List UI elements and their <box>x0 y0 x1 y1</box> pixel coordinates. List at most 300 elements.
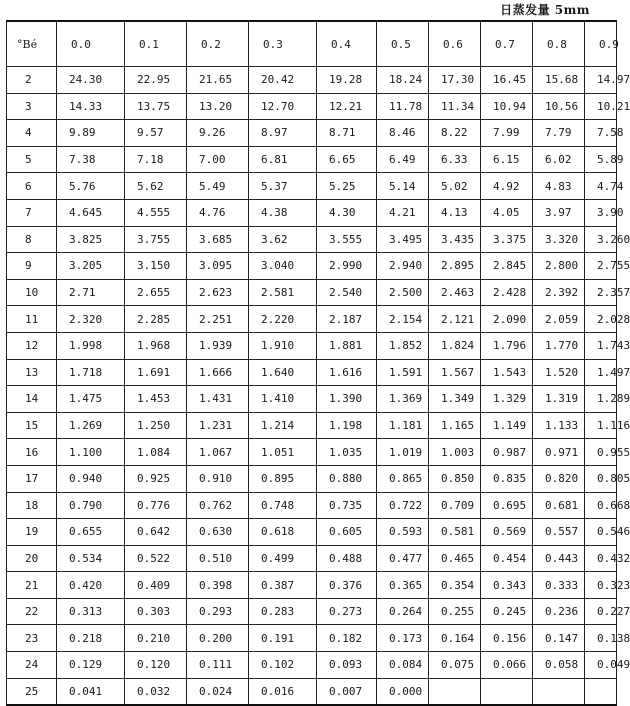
table-cell: 0.032 <box>125 678 187 705</box>
table-cell: 2.540 <box>317 279 377 306</box>
table-cell <box>481 678 533 705</box>
table-cell: 4.92 <box>481 173 533 200</box>
table-cell: 0.303 <box>125 598 187 625</box>
table-row <box>7 253 617 280</box>
table-row <box>7 465 617 492</box>
table-cell: 0.593 <box>377 519 429 546</box>
table-cell: 2.028 <box>585 306 617 333</box>
table-cell: 0.748 <box>249 492 317 519</box>
column-header: 0.0 <box>57 21 125 67</box>
table-cell: 1.640 <box>249 359 317 386</box>
table-cell: 2.251 <box>187 306 249 333</box>
row-header: 13 <box>7 359 57 386</box>
row-header: 20 <box>7 545 57 572</box>
table-row <box>7 545 617 572</box>
table-cell: 0.569 <box>481 519 533 546</box>
table-cell: 2.285 <box>125 306 187 333</box>
table-cell: 5.14 <box>377 173 429 200</box>
table-cell: 0.066 <box>481 652 533 679</box>
table-cell: 2.895 <box>429 253 481 280</box>
table-cell: 1.250 <box>125 412 187 439</box>
table-cell: 0.776 <box>125 492 187 519</box>
table-cell: 2.187 <box>317 306 377 333</box>
table-cell: 1.390 <box>317 386 377 413</box>
table-cell: 1.691 <box>125 359 187 386</box>
row-header: 11 <box>7 306 57 333</box>
row-header: 10 <box>7 279 57 306</box>
table-cell: 17.30 <box>429 67 481 94</box>
table-cell: 2.320 <box>57 306 125 333</box>
table-row <box>7 625 617 652</box>
corner-header: °Bé <box>7 21 57 67</box>
table-cell: 3.755 <box>125 226 187 253</box>
table-cell: 0.200 <box>187 625 249 652</box>
table-cell: 0.955 <box>585 439 617 466</box>
table-cell: 0.668 <box>585 492 617 519</box>
table-cell: 4.555 <box>125 199 187 226</box>
table-cell: 1.051 <box>249 439 317 466</box>
table-cell: 0.499 <box>249 545 317 572</box>
table-cell: 12.21 <box>317 93 377 120</box>
table-cell: 0.365 <box>377 572 429 599</box>
table-cell: 3.260 <box>585 226 617 253</box>
column-header: 0.2 <box>187 21 249 67</box>
row-header: 19 <box>7 519 57 546</box>
table-cell: 0.630 <box>187 519 249 546</box>
table-cell: 5.49 <box>187 173 249 200</box>
table-cell: 0.642 <box>125 519 187 546</box>
table-cell: 0.488 <box>317 545 377 572</box>
table-cell: 8.97 <box>249 120 317 147</box>
table-row <box>7 199 617 226</box>
table-cell: 0.323 <box>585 572 617 599</box>
row-header: 7 <box>7 199 57 226</box>
table-cell: 0.075 <box>429 652 481 679</box>
table-cell: 0.387 <box>249 572 317 599</box>
table-cell: 1.019 <box>377 439 429 466</box>
table-cell: 2.357 <box>585 279 617 306</box>
table-cell: 0.354 <box>429 572 481 599</box>
table-cell: 9.57 <box>125 120 187 147</box>
table-row <box>7 386 617 413</box>
row-header: 8 <box>7 226 57 253</box>
table-cell: 0.987 <box>481 439 533 466</box>
table-cell: 0.182 <box>317 625 377 652</box>
table-cell: 0.129 <box>57 652 125 679</box>
table-cell: 1.616 <box>317 359 377 386</box>
table-cell: 1.084 <box>125 439 187 466</box>
table-cell: 5.62 <box>125 173 187 200</box>
table-cell: 0.227 <box>585 598 617 625</box>
table-cell: 0.313 <box>57 598 125 625</box>
table-cell: 3.97 <box>533 199 585 226</box>
table-cell: 5.25 <box>317 173 377 200</box>
table-cell: 15.68 <box>533 67 585 94</box>
column-header: 0.5 <box>377 21 429 67</box>
table-cell: 6.33 <box>429 146 481 173</box>
table-cell: 3.320 <box>533 226 585 253</box>
table-cell: 2.800 <box>533 253 585 280</box>
table-cell: 6.81 <box>249 146 317 173</box>
table-cell: 1.067 <box>187 439 249 466</box>
table-cell: 3.62 <box>249 226 317 253</box>
table-cell: 10.21 <box>585 93 617 120</box>
table-cell: 0.191 <box>249 625 317 652</box>
table-cell: 6.49 <box>377 146 429 173</box>
table-cell: 1.165 <box>429 412 481 439</box>
table-cell: 5.89 <box>585 146 617 173</box>
table-cell: 4.05 <box>481 199 533 226</box>
table-cell: 1.497 <box>585 359 617 386</box>
table-row <box>7 67 617 94</box>
table-cell: 1.410 <box>249 386 317 413</box>
table-row <box>7 93 617 120</box>
table-cell: 0.084 <box>377 652 429 679</box>
table-cell: 1.319 <box>533 386 585 413</box>
table-cell: 11.34 <box>429 93 481 120</box>
table-cell: 8.46 <box>377 120 429 147</box>
table-cell: 1.591 <box>377 359 429 386</box>
table-cell: 0.557 <box>533 519 585 546</box>
table-cell: 6.15 <box>481 146 533 173</box>
table-cell: 0.522 <box>125 545 187 572</box>
table-cell: 0.762 <box>187 492 249 519</box>
table-cell: 0.865 <box>377 465 429 492</box>
table-cell: 13.20 <box>187 93 249 120</box>
table-cell: 0.210 <box>125 625 187 652</box>
table-cell: 1.743 <box>585 332 617 359</box>
table-row <box>7 598 617 625</box>
table-cell: 11.78 <box>377 93 429 120</box>
table-cell: 0.409 <box>125 572 187 599</box>
table-cell: 0.376 <box>317 572 377 599</box>
row-header: 5 <box>7 146 57 173</box>
table-cell: 0.432 <box>585 545 617 572</box>
table-cell: 4.21 <box>377 199 429 226</box>
table-cell: 4.74 <box>585 173 617 200</box>
row-header: 16 <box>7 439 57 466</box>
table-cell: 0.111 <box>187 652 249 679</box>
table-cell: 1.567 <box>429 359 481 386</box>
table-cell: 1.133 <box>533 412 585 439</box>
table-cell: 0.218 <box>57 625 125 652</box>
table-cell: 0.534 <box>57 545 125 572</box>
row-header: 9 <box>7 253 57 280</box>
table-cell: 2.059 <box>533 306 585 333</box>
table-cell: 7.79 <box>533 120 585 147</box>
table-cell: 0.605 <box>317 519 377 546</box>
column-header: 0.9 <box>585 21 617 67</box>
table-cell: 0.477 <box>377 545 429 572</box>
table-cell: 0.000 <box>377 678 429 705</box>
table-cell: 0.147 <box>533 625 585 652</box>
table-cell: 1.231 <box>187 412 249 439</box>
table-cell: 5.37 <box>249 173 317 200</box>
table-cell: 0.925 <box>125 465 187 492</box>
table-row <box>7 120 617 147</box>
table-cell: 1.100 <box>57 439 125 466</box>
row-header: 17 <box>7 465 57 492</box>
table-cell: 1.149 <box>481 412 533 439</box>
table-cell: 0.333 <box>533 572 585 599</box>
table-cell: 0.343 <box>481 572 533 599</box>
row-header: 3 <box>7 93 57 120</box>
table-cell: 7.38 <box>57 146 125 173</box>
table-cell: 0.454 <box>481 545 533 572</box>
table-cell: 20.42 <box>249 67 317 94</box>
table-cell: 0.156 <box>481 625 533 652</box>
table-cell: 2.655 <box>125 279 187 306</box>
table-cell: 3.150 <box>125 253 187 280</box>
table-cell: 0.850 <box>429 465 481 492</box>
row-header: 4 <box>7 120 57 147</box>
table-cell: 0.618 <box>249 519 317 546</box>
row-header: 14 <box>7 386 57 413</box>
table-cell: 1.770 <box>533 332 585 359</box>
table-cell: 1.824 <box>429 332 481 359</box>
table-cell: 22.95 <box>125 67 187 94</box>
row-header: 21 <box>7 572 57 599</box>
table-cell: 2.940 <box>377 253 429 280</box>
table-cell: 4.83 <box>533 173 585 200</box>
table-row <box>7 226 617 253</box>
table-cell: 1.852 <box>377 332 429 359</box>
table-cell: 0.164 <box>429 625 481 652</box>
column-header: 0.1 <box>125 21 187 67</box>
table-cell: 1.543 <box>481 359 533 386</box>
table-cell: 7.18 <box>125 146 187 173</box>
table-cell: 0.805 <box>585 465 617 492</box>
table-cell: 12.70 <box>249 93 317 120</box>
table-cell: 1.289 <box>585 386 617 413</box>
table-cell: 0.709 <box>429 492 481 519</box>
table-cell: 1.968 <box>125 332 187 359</box>
column-header: 0.7 <box>481 21 533 67</box>
table-cell: 24.30 <box>57 67 125 94</box>
table-cell: 0.283 <box>249 598 317 625</box>
table-cell: 0.971 <box>533 439 585 466</box>
table-cell: 9.26 <box>187 120 249 147</box>
column-header: 0.8 <box>533 21 585 67</box>
table-cell: 8.22 <box>429 120 481 147</box>
row-header: 12 <box>7 332 57 359</box>
table-cell: 1.998 <box>57 332 125 359</box>
table-cell: 4.38 <box>249 199 317 226</box>
table-cell: 2.755 <box>585 253 617 280</box>
row-header: 2 <box>7 67 57 94</box>
table-cell: 0.681 <box>533 492 585 519</box>
table-cell: 0.264 <box>377 598 429 625</box>
table-cell: 0.820 <box>533 465 585 492</box>
table-cell: 0.790 <box>57 492 125 519</box>
table-cell: 2.428 <box>481 279 533 306</box>
table-cell: 13.75 <box>125 93 187 120</box>
table-cell: 0.102 <box>249 652 317 679</box>
table-cell: 0.735 <box>317 492 377 519</box>
table-cell: 1.369 <box>377 386 429 413</box>
table-cell: 3.90 <box>585 199 617 226</box>
table-cell: 7.00 <box>187 146 249 173</box>
table-cell: 4.13 <box>429 199 481 226</box>
table-cell: 21.65 <box>187 67 249 94</box>
table-cell: 0.093 <box>317 652 377 679</box>
table-cell: 1.520 <box>533 359 585 386</box>
table-cell: 2.990 <box>317 253 377 280</box>
table-row <box>7 412 617 439</box>
table-cell: 14.33 <box>57 93 125 120</box>
table-cell: 1.881 <box>317 332 377 359</box>
table-cell: 2.500 <box>377 279 429 306</box>
table-cell: 1.453 <box>125 386 187 413</box>
table-cell: 3.825 <box>57 226 125 253</box>
table-row <box>7 492 617 519</box>
table-cell: 1.035 <box>317 439 377 466</box>
table-cell: 2.220 <box>249 306 317 333</box>
table-cell: 2.121 <box>429 306 481 333</box>
table-cell: 1.198 <box>317 412 377 439</box>
table-cell: 1.269 <box>57 412 125 439</box>
column-header: 0.4 <box>317 21 377 67</box>
table-cell: 1.003 <box>429 439 481 466</box>
table-caption: 日蒸发量 5mm <box>500 3 590 17</box>
table-cell: 1.796 <box>481 332 533 359</box>
row-header: 15 <box>7 412 57 439</box>
table-cell: 1.475 <box>57 386 125 413</box>
row-header: 18 <box>7 492 57 519</box>
table-cell <box>429 678 481 705</box>
table-cell: 1.718 <box>57 359 125 386</box>
table-cell: 1.939 <box>187 332 249 359</box>
table-row <box>7 652 617 679</box>
table-cell: 2.392 <box>533 279 585 306</box>
table-cell <box>533 678 585 705</box>
table-row <box>7 572 617 599</box>
table-cell: 1.666 <box>187 359 249 386</box>
table-cell: 1.431 <box>187 386 249 413</box>
table-cell: 0.236 <box>533 598 585 625</box>
table-cell: 1.181 <box>377 412 429 439</box>
table-cell: 0.041 <box>57 678 125 705</box>
table-cell: 0.255 <box>429 598 481 625</box>
table-cell: 0.655 <box>57 519 125 546</box>
table-cell: 0.058 <box>533 652 585 679</box>
table-cell: 0.695 <box>481 492 533 519</box>
table-cell: 3.495 <box>377 226 429 253</box>
column-header: 0.6 <box>429 21 481 67</box>
table-cell: 0.024 <box>187 678 249 705</box>
table-cell: 5.02 <box>429 173 481 200</box>
table-cell: 2.623 <box>187 279 249 306</box>
table-cell: 2.71 <box>57 279 125 306</box>
table-cell: 0.940 <box>57 465 125 492</box>
table-cell: 0.443 <box>533 545 585 572</box>
table-row <box>7 359 617 386</box>
table-cell: 0.880 <box>317 465 377 492</box>
table-cell: 3.375 <box>481 226 533 253</box>
table-body <box>7 67 630 706</box>
table-cell: 2.463 <box>429 279 481 306</box>
table-cell <box>585 678 617 705</box>
table-row <box>7 439 617 466</box>
table-cell: 0.722 <box>377 492 429 519</box>
table-cell: 3.435 <box>429 226 481 253</box>
header-row <box>7 21 617 67</box>
table-cell: 6.65 <box>317 146 377 173</box>
table-row <box>7 146 617 173</box>
table-cell: 4.30 <box>317 199 377 226</box>
row-header: 6 <box>7 173 57 200</box>
table-row <box>7 519 617 546</box>
row-header: 22 <box>7 598 57 625</box>
table-cell: 2.581 <box>249 279 317 306</box>
table-cell: 3.095 <box>187 253 249 280</box>
table-cell: 1.910 <box>249 332 317 359</box>
table-cell: 19.28 <box>317 67 377 94</box>
table-cell: 14.97 <box>585 67 617 94</box>
table-cell: 0.173 <box>377 625 429 652</box>
column-header: 0.3 <box>249 21 317 67</box>
table-cell: 1.116 <box>585 412 617 439</box>
table-cell: 0.049 <box>585 652 617 679</box>
table-cell: 1.349 <box>429 386 481 413</box>
table-cell: 4.76 <box>187 199 249 226</box>
table-row <box>7 332 617 359</box>
table-cell: 0.138 <box>585 625 617 652</box>
table-row <box>7 173 617 200</box>
table-cell: 2.154 <box>377 306 429 333</box>
table-cell: 1.329 <box>481 386 533 413</box>
table-cell: 3.685 <box>187 226 249 253</box>
table-cell: 1.214 <box>249 412 317 439</box>
evaporation-table <box>6 20 630 706</box>
table-cell: 0.910 <box>187 465 249 492</box>
table-cell: 5.76 <box>57 173 125 200</box>
table-cell: 0.007 <box>317 678 377 705</box>
table-cell: 2.845 <box>481 253 533 280</box>
table-cell: 0.293 <box>187 598 249 625</box>
table-cell: 8.71 <box>317 120 377 147</box>
table-cell: 0.273 <box>317 598 377 625</box>
table-cell: 3.040 <box>249 253 317 280</box>
table-cell: 0.420 <box>57 572 125 599</box>
table-cell: 0.245 <box>481 598 533 625</box>
table-cell: 10.94 <box>481 93 533 120</box>
table-cell: 0.895 <box>249 465 317 492</box>
table-cell: 10.56 <box>533 93 585 120</box>
table-cell: 0.546 <box>585 519 617 546</box>
table-cell: 16.45 <box>481 67 533 94</box>
table-cell: 2.090 <box>481 306 533 333</box>
table-row <box>7 306 617 333</box>
table-cell: 7.58 <box>585 120 617 147</box>
table-cell: 9.89 <box>57 120 125 147</box>
table-cell: 4.645 <box>57 199 125 226</box>
table-cell: 0.510 <box>187 545 249 572</box>
table-cell: 18.24 <box>377 67 429 94</box>
table-row <box>7 678 617 705</box>
table-cell: 6.02 <box>533 146 585 173</box>
table-row <box>7 279 617 306</box>
table-cell: 0.835 <box>481 465 533 492</box>
table-cell: 0.120 <box>125 652 187 679</box>
table-cell: 7.99 <box>481 120 533 147</box>
row-header: 23 <box>7 625 57 652</box>
table-cell: 0.581 <box>429 519 481 546</box>
row-header: 25 <box>7 678 57 705</box>
row-header: 24 <box>7 652 57 679</box>
table-cell: 3.555 <box>317 226 377 253</box>
table-cell: 0.016 <box>249 678 317 705</box>
